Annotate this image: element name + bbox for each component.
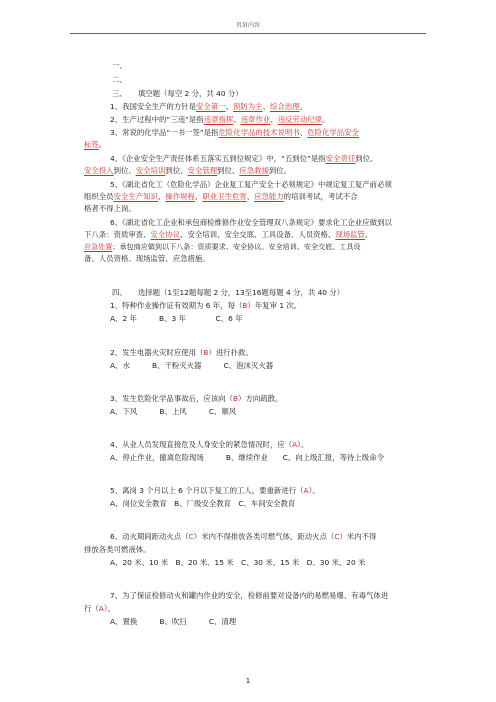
answer: B (203, 348, 209, 357)
answer: 标签 (84, 140, 99, 149)
fill-question-6-cont: 下八条：资质审查、安全协议、安全培训、安全交底、工具设备、人员资格、现场监管、 (84, 230, 373, 239)
fill-question-2: 2、生产过程中的“三违”是指违章指挥、违章作业、违反劳动纪律。 (110, 115, 330, 124)
answer: 应急能力 (254, 192, 284, 201)
choice-options-2: A、水 B、干粉灭火器 C、泡沫灭火器 (110, 361, 274, 370)
choice-options-7: A、置换 B、吹扫 C、清理 (110, 617, 237, 626)
choice-question-4: 4、从业人员发现直接危及人身安全的紧急情况时，应（A）。 (110, 440, 309, 449)
fill-question-5-cont: 组织全员安全生产知识、操作规程、职业卫生危害、应急能力的培训考试，考试不合 (84, 192, 358, 201)
answer: 操作规程 (165, 192, 195, 201)
choice-options-5: A、岗位安全教育 B、厂级安全教育 C、车间安全教育 (110, 499, 296, 508)
answer: 综合治理 (269, 102, 300, 111)
answer: 安全生产知识 (113, 192, 158, 201)
choice-question-5: 5、离岗 3 个月以上 6 个月以下复工的工人，要重新进行（A）。 (110, 486, 320, 495)
answer: C (334, 532, 340, 541)
answer: 安全第一 (196, 102, 226, 111)
choice-question-7-cont: 行（A）。 (84, 604, 115, 613)
answer: 应急处置 (84, 242, 113, 251)
answer: B (232, 394, 239, 403)
page-number: 1 (245, 677, 251, 685)
choice-question-7: 7、为了保证检修动火和罐内作业的安全，检修前要对设备内的易燃易爆、有毒气体进 (110, 591, 389, 600)
answer: 安全培训 (135, 166, 166, 175)
choice-question-1: 1、特种作业操作证有效期为 6 年，每（B）年复审 1 次。 (110, 301, 302, 310)
choice-question-6-cont: 排放各类可燃液体。 (84, 545, 151, 554)
answer: 安全责任 (325, 154, 356, 163)
fill-question-6: 6、《湖北省化工企业和承包商检维修作业安全管理双八条规定》要求化工企业应做到以 (110, 218, 392, 227)
section-four-heading: 四、 选择题（1至12题每题 2 分，13至16题每题 4 分，共 40 分） (112, 288, 345, 297)
fill-question-3-cont: 标签。 (84, 140, 107, 149)
fill-question-5-end: 格者不得上岗。 (84, 204, 136, 213)
fill-question-4: 4、《企业安全生产责任体系五落实五到位规定》中，“五到位”是指安全责任到位、 (110, 154, 378, 163)
fill-question-6-end: 备、人员资格、现场监管、应急措施。 (84, 254, 210, 263)
answer: 安全投入 (84, 166, 114, 175)
choice-options-3: A、下风 B、上风 C、顺风 (110, 407, 237, 416)
answer: 违章指挥 (203, 115, 234, 124)
choice-options-4: A、停止作业，撤离危险现场 B、继续作业 C、向上级汇报，等待上级命令 (110, 453, 384, 462)
fill-question-6-cont2: 应急处置；承包商应做到以下八条：资质要求、安全协议、安全培训、安全交底、工具设 (84, 242, 361, 251)
answer: A (303, 486, 309, 495)
answer: C (188, 532, 194, 541)
answer: 应急救援 (239, 166, 269, 175)
answer: B (242, 301, 248, 310)
choice-question-6: 6、动火期间距动火点（C）米内不得排放各类可燃气体，距动火点（C）米内不得 (110, 532, 377, 541)
fill-question-4-cont: 安全投入到位、安全培训到位、安全管理到位、应急救援到位。 (84, 166, 292, 175)
answer: 违反劳动纪律 (277, 115, 322, 124)
page-header: 页眉内容 (235, 22, 260, 29)
answer: 安全管理 (187, 166, 218, 175)
answer: 危险化学品安全 (307, 128, 359, 137)
answer: 安全协议 (150, 230, 181, 239)
choice-options-1: A、2 年 B、3 年 C、6 年 (110, 314, 243, 323)
choice-options-6: A、20 米、10 米 B、20 米、15 米 C、30 米、15 米 D、30 米、20 米 (110, 558, 366, 567)
answer: 违章作业 (240, 115, 271, 124)
fill-question-1: 1、我国安全生产的方针是安全第一、预防为主、综合治理。 (110, 102, 307, 111)
choice-question-3: 3、发生危险化学品事故后，应该向（B）方向疏散。 (110, 394, 283, 403)
section-three-heading: 三、 填空题（每空 2 分，共 40 分） (112, 89, 243, 98)
answer: 职业卫生危害 (202, 192, 247, 201)
section-one: 一、 (112, 61, 127, 70)
answer: 现场监管 (335, 230, 365, 239)
header-divider (70, 33, 426, 34)
answer: A (292, 440, 298, 449)
choice-question-2: 2、发生电器火灾时应使用（B）进行扑救。 (110, 348, 253, 357)
answer: 预防为主 (233, 102, 263, 111)
answer: A (98, 604, 104, 613)
section-two: 二、 (112, 75, 127, 84)
fill-question-3: 3、常说的化学品“一书一签”是指危险化学品的技术说明书、危险化学品安全 (110, 128, 359, 137)
answer: 危险化学品的技术说明书 (218, 128, 300, 137)
fill-question-5: 5、《湖北省化工（危险化学品）企业复工复产安全十必须规定》中规定复工复产前必须 (110, 180, 392, 189)
